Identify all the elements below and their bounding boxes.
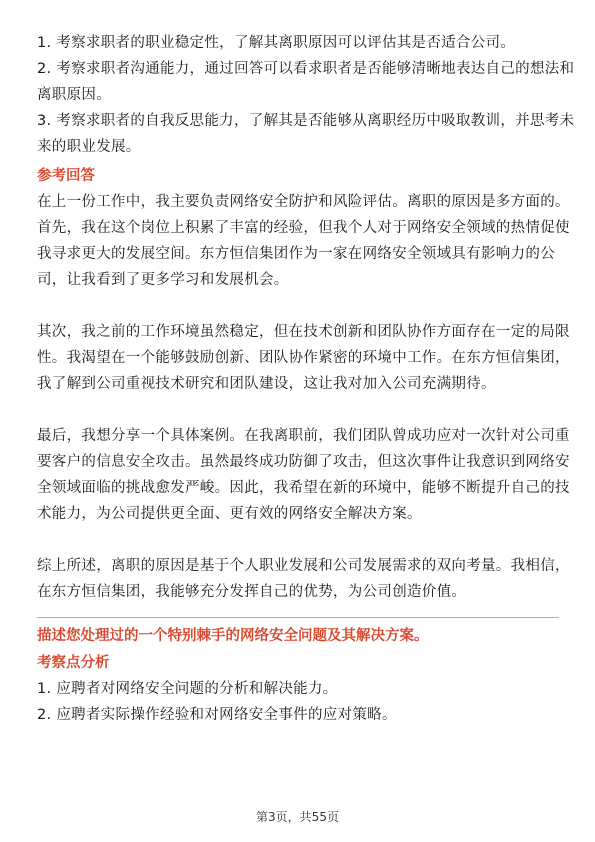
paragraph-line: 最后，我想分享一个具体案例。在我离职前，我们团队曾成功应对一次针对公司重 [37, 428, 570, 444]
list-item-continuation: 来的职业发展。 [37, 139, 141, 155]
paragraph-line: 在上一份工作中，我主要负责网络安全防护和风险评估。离职的原因是多方面的。 [37, 194, 570, 210]
paragraph-line: 术能力，为公司提供更全面、更有效的网络安全解决方案。 [37, 506, 422, 522]
section-divider [37, 617, 559, 618]
list-item: 1. 考察求职者的职业稳定性，了解其离职原因可以评估其是否适合公司。 [37, 35, 516, 51]
answer-paragraph [37, 189, 570, 293]
paragraph-line: 其次，我之前的工作环境虽然稳定，但在技术创新和团队协作方面存在一定的局限 [37, 324, 570, 340]
page-number-footer: 第3页，共55页 [256, 810, 339, 824]
list-item: 3. 考察求职者的自我反思能力，了解其是否能够从离职经历中吸取教训，并思考未 [37, 113, 575, 129]
list-item: 2. 考察求职者沟通能力，通过回答可以看求职者是否能够清晰地表达自己的想法和 [37, 61, 575, 77]
answer-paragraph [37, 319, 570, 397]
list-item: 2. 应聘者实际操作经验和对网络安全事件的应对策略。 [37, 707, 397, 723]
assessment-points-list [37, 0, 575, 160]
analysis-list [37, 676, 559, 728]
list-item-continuation: 离职原因。 [37, 87, 111, 103]
list-item: 1. 应聘者对网络安全问题的分析和解决能力。 [37, 681, 338, 697]
document-page [37, 0, 575, 728]
paragraph-line: 在东方恒信集团，我能够充分发挥自己的优势，为公司创造价值。 [37, 584, 467, 600]
answer-paragraph [37, 553, 570, 605]
next-question-title: 描述您处理过的一个特别棘手的网络安全问题及其解决方案。 [37, 628, 429, 644]
paragraph-line: 全领域面临的挑战愈发严峻。因此，我希望在新的环境中，能够不断提升自己的技 [37, 480, 570, 496]
paragraph-line: 我了解到公司重视技术研究和团队建设，这让我对加入公司充满期待。 [37, 376, 496, 392]
answer-paragraph [37, 423, 570, 527]
paragraph-line: 要客户的信息安全攻击。虽然最终成功防御了攻击，但这次事件让我意识到网络安 [37, 454, 570, 470]
reference-answer-heading: 参考回答 [37, 168, 95, 184]
paragraph-spacer [37, 397, 559, 423]
paragraph-line: 首先，我在这个岗位上积累了丰富的经验，但我个人对于网络安全领域的热情促使 [37, 220, 570, 236]
paragraph-spacer [37, 527, 559, 553]
analysis-heading: 考察点分析 [37, 655, 110, 671]
paragraph-line: 综上所述，离职的原因是基于个人职业发展和公司发展需求的双向考量。我相信， [37, 558, 570, 574]
paragraph-line: 司，让我看到了更多学习和发展机会。 [37, 272, 289, 288]
paragraph-spacer [37, 293, 559, 319]
paragraph-line: 性。我渴望在一个能够鼓励创新、团队协作紧密的环境中工作。在东方恒信集团， [37, 350, 570, 366]
paragraph-line: 我寻求更大的发展空间。东方恒信集团作为一家在网络安全领域具有影响力的公 [37, 246, 555, 262]
